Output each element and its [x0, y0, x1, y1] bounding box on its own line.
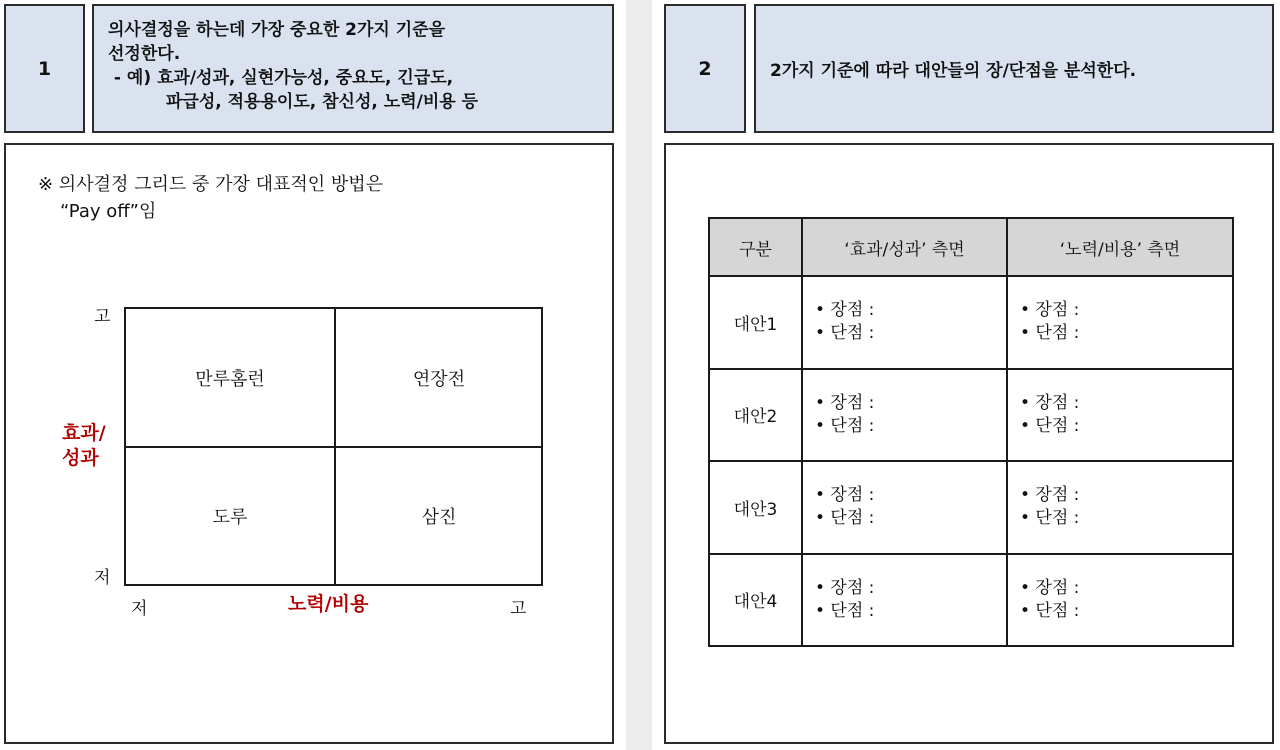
table-row — [709, 554, 1233, 647]
y-axis-title — [62, 421, 106, 471]
step2-number: 2 — [698, 57, 712, 80]
cell-top-right: 연장전 — [412, 369, 466, 390]
table-row — [709, 369, 1233, 462]
pros-label: • 장점 : — [815, 300, 875, 321]
y-axis-low-label: 저 — [94, 568, 111, 588]
row-label: 대안1 — [709, 276, 802, 369]
comparison-table — [708, 217, 1234, 647]
step1-line-2: 선정한다. — [108, 44, 181, 64]
pros-label: • 장점 : — [815, 577, 875, 598]
step1-line-3: - 예) 효과/성과, 실현가능성, 중요도, 긴급도, — [108, 68, 454, 88]
step1-number: 1 — [37, 57, 52, 80]
pros-label: • 장점 : — [1020, 577, 1080, 598]
step2-description: 2가지 기준에 따라 대안들의 장/단점을 분석한다. — [770, 61, 1137, 81]
pros-label: • 장점 : — [815, 392, 875, 413]
grid-horizontal-divider — [126, 446, 541, 448]
x-axis-title: 노력/비용 — [288, 593, 369, 615]
cons-label: • 단점 : — [1020, 508, 1080, 529]
step1-number-box — [4, 4, 85, 133]
header-category: 구분 — [709, 218, 802, 276]
row-label: 대안3 — [709, 461, 802, 554]
pros-label: • 장점 : — [1020, 392, 1080, 413]
step1-line-1: 의사결정을 하는데 가장 중요한 2가지 기준을 — [108, 20, 446, 40]
row-label: 대안2 — [709, 369, 802, 462]
cell-bottom-right: 삼진 — [421, 507, 457, 528]
y-axis-title-line-2: 성과 — [62, 447, 99, 469]
cons-label: • 단점 : — [815, 323, 875, 344]
table-row — [709, 461, 1233, 554]
row-label: 대안4 — [709, 554, 802, 647]
cons-label: • 단점 : — [815, 415, 875, 436]
pros-label: • 장점 : — [815, 485, 875, 506]
effect-cell — [802, 369, 1007, 462]
cons-label: • 단점 : — [815, 508, 875, 529]
effect-cell — [802, 461, 1007, 554]
effort-cell — [1007, 369, 1233, 462]
y-axis-title-line-1: 효과/ — [62, 422, 106, 444]
step1-line-4: 파급성, 적용용이도, 참신성, 노력/비용 등 — [166, 92, 479, 112]
pros-label: • 장점 : — [1020, 485, 1080, 506]
table-header-row — [709, 218, 1233, 276]
header-effect: ‘효과/성과’ 측면 — [802, 218, 1007, 276]
step1-description-box — [92, 4, 614, 133]
y-axis-high-label: 고 — [94, 307, 111, 327]
header-effort: ‘노력/비용’ 측면 — [1007, 218, 1233, 276]
note-line-2: “Pay off”임 — [60, 201, 157, 222]
pros-label: • 장점 : — [1020, 300, 1080, 321]
cons-label: • 단점 : — [1020, 600, 1080, 621]
effort-cell — [1007, 276, 1233, 369]
cell-bottom-left: 도루 — [212, 507, 248, 528]
cell-top-left: 만루홈런 — [195, 369, 265, 390]
effect-cell — [802, 276, 1007, 369]
step2-description-box — [754, 4, 1274, 133]
cons-label: • 단점 : — [1020, 415, 1080, 436]
step2-number-box — [664, 4, 746, 133]
effort-cell — [1007, 554, 1233, 647]
cons-label: • 단점 : — [815, 600, 875, 621]
table-row — [709, 276, 1233, 369]
effect-cell — [802, 554, 1007, 647]
payoff-grid — [124, 307, 543, 586]
x-axis-high-label: 고 — [510, 599, 527, 619]
effort-cell — [1007, 461, 1233, 554]
x-axis-low-label: 저 — [131, 599, 148, 619]
cons-label: • 단점 : — [1020, 323, 1080, 344]
note-line-1: ※ 의사결정 그리드 중 가장 대표적인 방법은 — [38, 174, 384, 195]
